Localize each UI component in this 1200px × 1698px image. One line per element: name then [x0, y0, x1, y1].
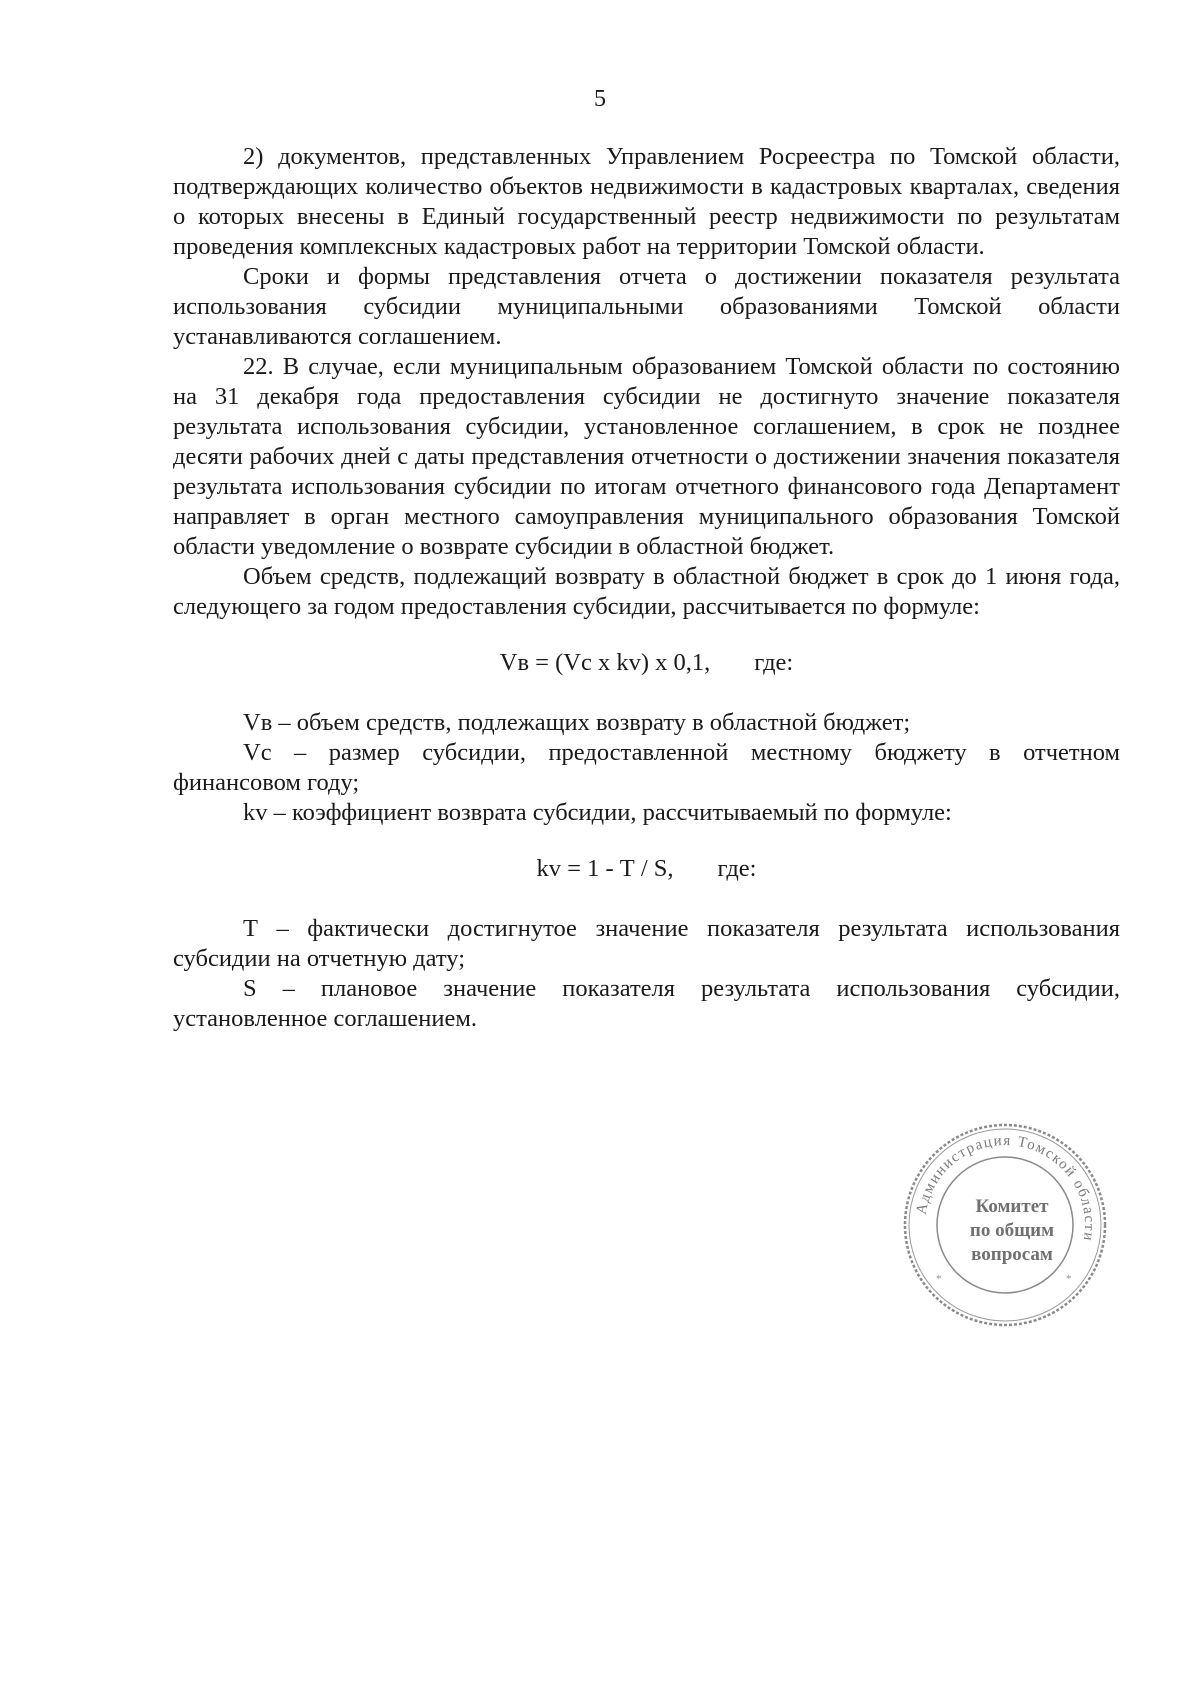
official-seal-stamp	[900, 1120, 1110, 1330]
formula-expression: Vв = (Vс х kv) х 0,1,	[499, 649, 711, 676]
paragraph-documents-rosreestr: 2) документов, представленных Управлением Росреестра по Томской области, подтверждающих количество объектов недвижимости в кадастровых кварталах, сведения о которых внесены в Единый государственный реестр недвижимости по результатам проведения комплексных кадастровых работ на территории Томской области.	[173, 143, 1120, 260]
formula-refund-volume	[173, 648, 1120, 678]
seal-center-line-1: Комитет	[975, 1196, 1049, 1217]
seal-star-left: *	[936, 1273, 942, 1285]
definition-vv: Vв – объем средств, подлежащих возврату в областной бюджет;	[243, 709, 911, 736]
page-number: 5	[594, 86, 606, 112]
seal-center-line-3: вопросам	[971, 1244, 1053, 1265]
formula-where: где:	[717, 855, 757, 882]
formula-refund-coefficient	[173, 854, 1120, 884]
document-body	[173, 142, 1120, 1034]
formula-expression: kv = 1 - Т / S,	[536, 855, 674, 882]
paragraph-report-terms: Сроки и формы представления отчета о достижении показателя результата использования субсидии муниципальными образованиями Томской области устанавливаются соглашением.	[173, 263, 1120, 350]
definition-kv: kv – коэффициент возврата субсидии, рассчитываемый по формуле:	[243, 799, 952, 826]
seal-center-line-2: по общим	[969, 1220, 1055, 1241]
formula-where: где:	[754, 649, 794, 676]
definition-t: Т – фактически достигнутое значение показателя результата использования субсидии на отчетную дату;	[173, 915, 1120, 972]
definition-s: S – плановое значение показателя результата использования субсидии, установленное соглашением.	[173, 975, 1120, 1032]
paragraph-refund-volume: Объем средств, подлежащий возврату в областной бюджет в срок до 1 июня года, следующего за годом предоставления субсидии, рассчитывается по формуле:	[173, 563, 1120, 620]
paragraph-item-22: 22. В случае, если муниципальным образованием Томской области по состоянию на 31 декабря года предоставления субсидии не достигнуто значение показателя результата использования субсидии, установленное соглашением, в срок не позднее десяти рабочих дней с даты представления отчетности о достижении значения показателя результата использования субсидии по итогам отчетного финансового года Департамент направляет в орган местного самоуправления муниципального образования Томской области уведомление о возврате субсидии в областной бюджет.	[173, 353, 1120, 560]
seal-graphic	[900, 1120, 1110, 1330]
seal-outer-text: Администрация Томской области	[913, 1132, 1098, 1244]
definition-vs: Vс – размер субсидии, предоставленной местному бюджету в отчетном финансовом году;	[173, 739, 1120, 796]
seal-star-right: *	[1066, 1273, 1072, 1285]
